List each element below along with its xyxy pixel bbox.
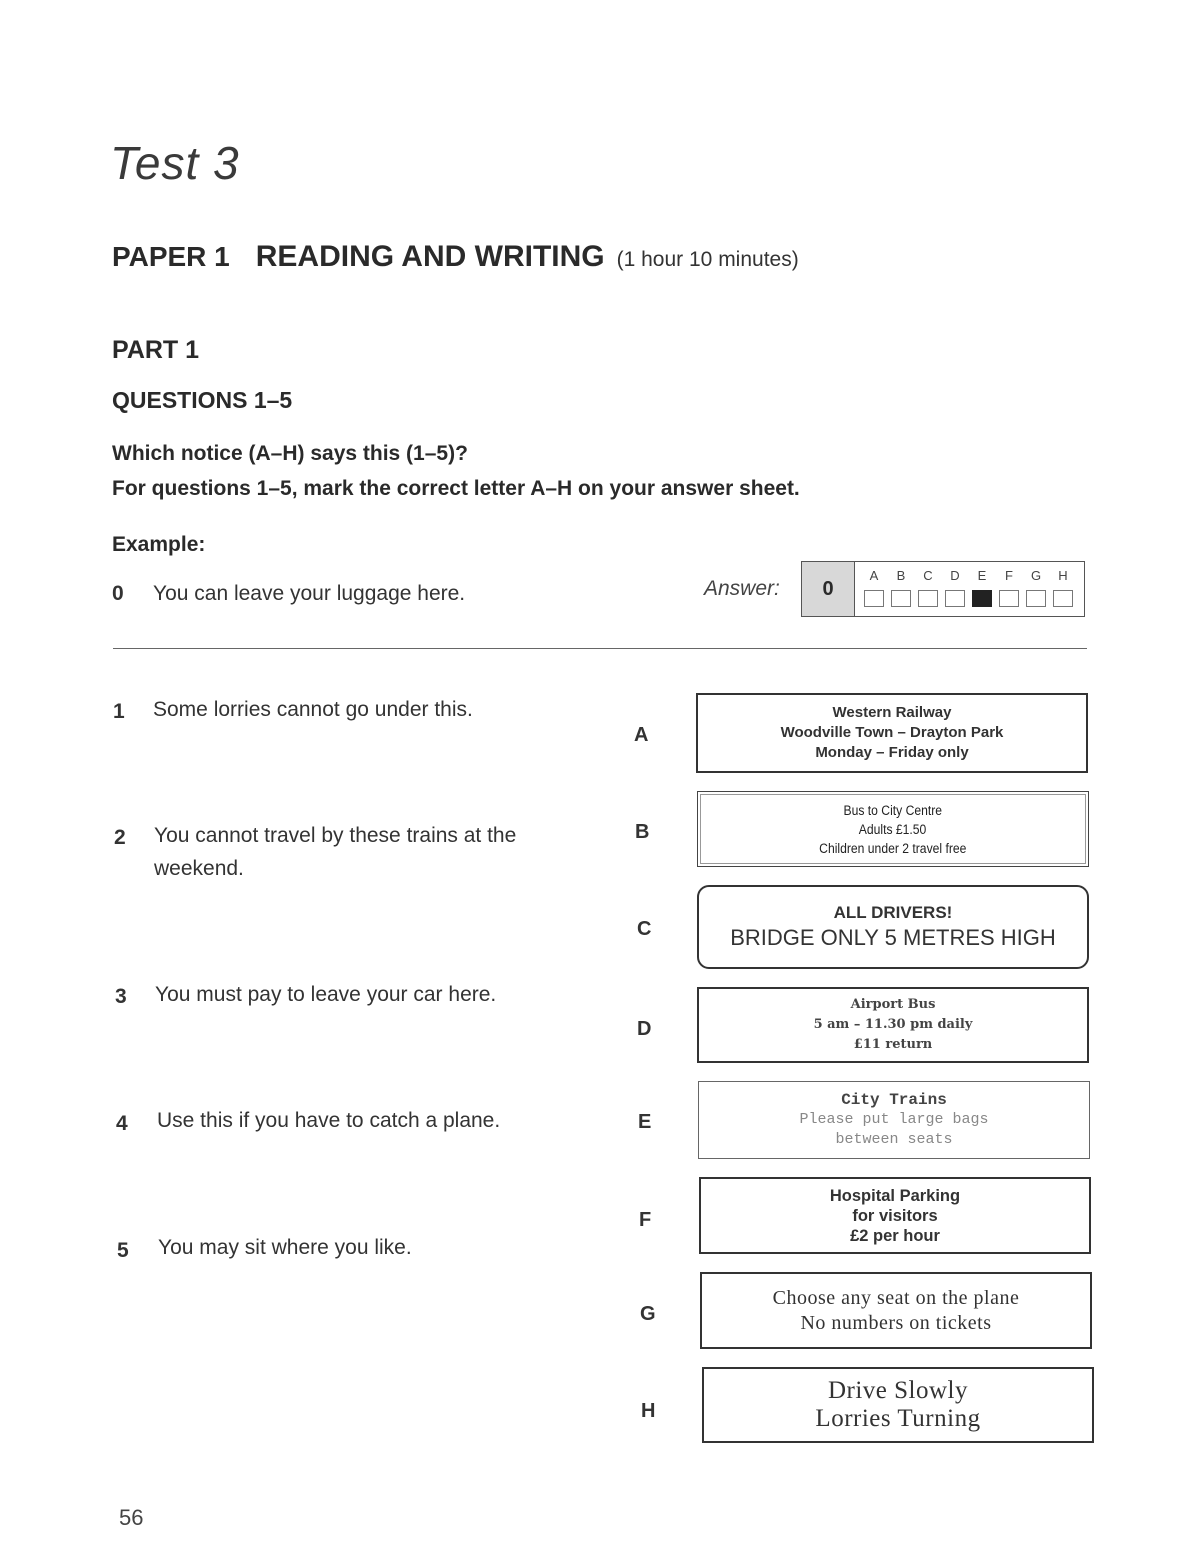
example-number: 0 [112, 582, 124, 605]
answer-letter: D [950, 568, 960, 583]
notice-h [702, 1367, 1094, 1443]
page-number: 56 [119, 1505, 144, 1530]
question-text: You may sit where you like. [158, 1236, 412, 1259]
divider [113, 648, 1087, 649]
answer-letter: E [977, 568, 987, 583]
instruction-line-1: Which notice (A–H) says this (1–5)? [112, 442, 468, 465]
notice-line: Airport Bus [850, 997, 936, 1012]
notice-letter: G [640, 1303, 656, 1325]
notice-line: Western Railway [832, 704, 952, 721]
notice-line: 5 am – 11.30 pm daily [813, 1017, 973, 1032]
answer-cell [1026, 590, 1046, 607]
answer-cell [945, 590, 965, 607]
notice-d [697, 987, 1089, 1063]
answer-label: Answer: [704, 577, 780, 600]
notice-line: £2 per hour [850, 1226, 940, 1245]
notice-line: £11 return [853, 1037, 933, 1052]
notice-line: Choose any seat on the plane [772, 1286, 1020, 1309]
question-number: 3 [115, 985, 127, 1008]
answer-letter: H [1058, 568, 1068, 583]
part-heading: PART 1 [112, 336, 200, 364]
question-text: You must pay to leave your car here. [155, 983, 497, 1006]
paper-label: PAPER 1 [112, 241, 230, 272]
notice-line: BRIDGE ONLY 5 METRES HIGH [730, 925, 1056, 950]
answer-cell [864, 590, 884, 607]
question-text: You cannot travel by these trains at the weekend. [154, 824, 517, 880]
notice-line: between seats [835, 1131, 953, 1148]
notice-g [700, 1272, 1092, 1349]
notice-line: Children under 2 travel free [819, 840, 967, 856]
question-text: Use this if you have to catch a plane. [157, 1109, 501, 1132]
answer-sheet-sample [801, 561, 1085, 617]
notice-line: Woodville Town – Drayton Park [780, 724, 1004, 741]
answer-cell [972, 590, 992, 607]
questions-heading: QUESTIONS 1–5 [112, 387, 293, 413]
question-number: 5 [117, 1239, 129, 1262]
example-text: You can leave your luggage here. [153, 582, 466, 605]
paper-heading [112, 240, 799, 274]
answer-letter: F [1005, 568, 1013, 583]
question-text: Some lorries cannot go under this. [153, 698, 473, 721]
notice-letter: A [634, 724, 649, 746]
notice-letter: B [635, 821, 650, 843]
answer-cell [1053, 590, 1073, 607]
notice-letter: D [637, 1018, 652, 1040]
notice-line: City Trains [841, 1091, 947, 1109]
notice-letter: E [638, 1111, 652, 1133]
answer-letter: C [923, 568, 933, 583]
question-number: 2 [114, 826, 126, 849]
notice-letter: H [641, 1400, 656, 1422]
instruction-line-2: For questions 1–5, mark the correct letter A–H on your answer sheet. [112, 477, 800, 500]
notice-f [699, 1177, 1091, 1254]
notice-line: Hospital Parking [829, 1186, 961, 1205]
notice-a [696, 693, 1088, 773]
answer-letter: B [896, 568, 906, 583]
notice-line: Bus to City Centre [843, 802, 943, 818]
answer-cell [891, 590, 911, 607]
notice-line: Drive Slowly [827, 1377, 969, 1404]
answer-number: 0 [802, 562, 855, 616]
notice-line: No numbers on tickets [800, 1311, 992, 1334]
paper-title: READING AND WRITING [255, 240, 605, 273]
paper-time: (1 hour 10 minutes) [616, 248, 799, 271]
notice-line: for visitors [852, 1206, 938, 1225]
test-title: Test 3 [110, 137, 240, 189]
notice-letter: F [639, 1209, 652, 1231]
question-number: 1 [113, 700, 125, 723]
example-heading: Example: [112, 533, 206, 556]
answer-cell [999, 590, 1019, 607]
answer-letter: G [1030, 568, 1042, 583]
answer-letter: A [869, 568, 879, 583]
notice-line: Monday – Friday only [815, 744, 969, 761]
notice-letter: C [637, 918, 652, 940]
notice-line: Please put large bags [799, 1111, 989, 1128]
notice-b [697, 791, 1089, 867]
notice-line: ALL DRIVERS! [833, 903, 953, 922]
notice-line: Lorries Turning [815, 1405, 981, 1432]
notice-e [698, 1081, 1090, 1159]
question-number: 4 [116, 1112, 128, 1135]
answer-cell [918, 590, 938, 607]
notice-c [697, 885, 1089, 969]
answer-grid [855, 562, 1084, 616]
notice-line: Adults £1.50 [859, 821, 927, 837]
